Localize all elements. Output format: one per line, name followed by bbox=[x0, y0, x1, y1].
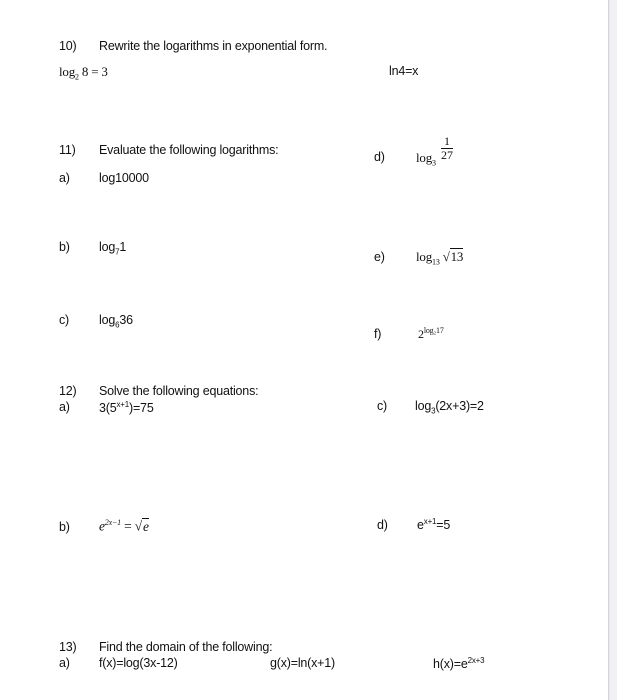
q11-f-label: f) bbox=[374, 327, 382, 341]
q11-f-expression bbox=[418, 326, 444, 342]
q11-instruction: Evaluate the following logarithms: bbox=[99, 143, 279, 157]
q11-b-arg: 1 bbox=[119, 240, 127, 254]
q11-c-base: 6 bbox=[115, 320, 120, 330]
q12-a-exponent: x+1 bbox=[116, 400, 129, 409]
q13-h-expression bbox=[433, 656, 484, 671]
q12-number: 12) bbox=[59, 384, 77, 398]
q11-c-log: log bbox=[99, 313, 116, 327]
q10-a-rest: 8 = 3 bbox=[78, 64, 108, 79]
q10-number: 10) bbox=[59, 39, 77, 53]
q11-c-expression bbox=[99, 313, 133, 330]
q12-c-arg: (2x+3)=2 bbox=[435, 399, 484, 413]
q12-b-arg: e bbox=[142, 518, 149, 534]
q13-instruction: Find the domain of the following: bbox=[99, 640, 273, 654]
page-edge bbox=[610, 0, 617, 700]
q11-d-label: d) bbox=[374, 150, 385, 164]
q11-e-radical: √ bbox=[442, 249, 450, 264]
q13-g-expression: g(x)=ln(x+1) bbox=[270, 656, 335, 670]
q11-d-base: 3 bbox=[432, 158, 436, 168]
q13-f-expression: f(x)=log(3x-12) bbox=[99, 656, 178, 670]
q11-e-label: e) bbox=[374, 250, 385, 264]
q11-d-log-text: log bbox=[416, 150, 433, 165]
q13-number: 13) bbox=[59, 640, 77, 654]
q12-d-base: e bbox=[417, 518, 424, 533]
q13-h-pre: h(x)=e bbox=[433, 657, 468, 672]
q12-instruction: Solve the following equations: bbox=[99, 384, 259, 398]
q12-b-expression bbox=[99, 518, 149, 535]
q12-c-log: log bbox=[415, 399, 432, 413]
q10-instruction: Rewrite the logarithms in exponential form. bbox=[99, 39, 328, 53]
q13-h-exponent: 2x+3 bbox=[467, 656, 485, 665]
q12-a-pre: 3(5 bbox=[99, 401, 117, 416]
q12-b-base: e bbox=[99, 518, 105, 534]
q10-a-expression bbox=[59, 64, 108, 82]
q12-c-base: 3 bbox=[431, 406, 436, 416]
q12-c-label: c) bbox=[377, 399, 388, 413]
q11-b-expression bbox=[99, 240, 126, 257]
q11-c-arg: 36 bbox=[119, 313, 133, 327]
q12-d-expression bbox=[417, 517, 450, 532]
q12-b-exponent: 2x−1 bbox=[104, 518, 121, 527]
q10-a-base: 2 bbox=[75, 72, 79, 82]
q11-a-expression: log10000 bbox=[99, 171, 149, 185]
q11-a-label: a) bbox=[59, 171, 70, 185]
q11-number: 11) bbox=[59, 143, 76, 157]
q12-b-equals: = bbox=[120, 518, 135, 534]
q11-e-expression bbox=[416, 249, 463, 267]
q11-e-arg: 13 bbox=[450, 249, 464, 264]
q13-a-label: a) bbox=[59, 656, 70, 670]
q11-d-numerator: 1 bbox=[441, 135, 453, 149]
q11-e-base: 13 bbox=[432, 257, 440, 267]
q10-a-log: log bbox=[59, 64, 76, 79]
q11-e-log: log bbox=[416, 249, 433, 264]
q12-d-label: d) bbox=[377, 518, 388, 532]
q12-d-exponent: x+1 bbox=[423, 517, 437, 526]
q11-c-label: c) bbox=[59, 313, 70, 327]
q11-f-exponent: log₂17 bbox=[423, 326, 444, 335]
q12-d-post: =5 bbox=[436, 518, 451, 533]
q11-d-fraction bbox=[441, 135, 453, 162]
q11-b-log: log bbox=[99, 240, 116, 254]
q11-f-base: 2 bbox=[418, 327, 424, 341]
q11-d-denominator: 27 bbox=[441, 148, 453, 162]
q11-b-label: b) bbox=[59, 240, 70, 254]
q11-b-base: 7 bbox=[115, 247, 120, 257]
q12-a-post: )=75 bbox=[129, 401, 154, 416]
q10-b-expression: ln4=x bbox=[389, 64, 419, 78]
q12-b-radical: √ bbox=[134, 518, 142, 534]
q12-a-label: a) bbox=[59, 400, 70, 414]
q12-c-expression bbox=[415, 399, 484, 416]
q12-a-expression bbox=[99, 400, 154, 415]
q11-d-log bbox=[416, 150, 436, 168]
q12-b-label: b) bbox=[59, 520, 70, 534]
